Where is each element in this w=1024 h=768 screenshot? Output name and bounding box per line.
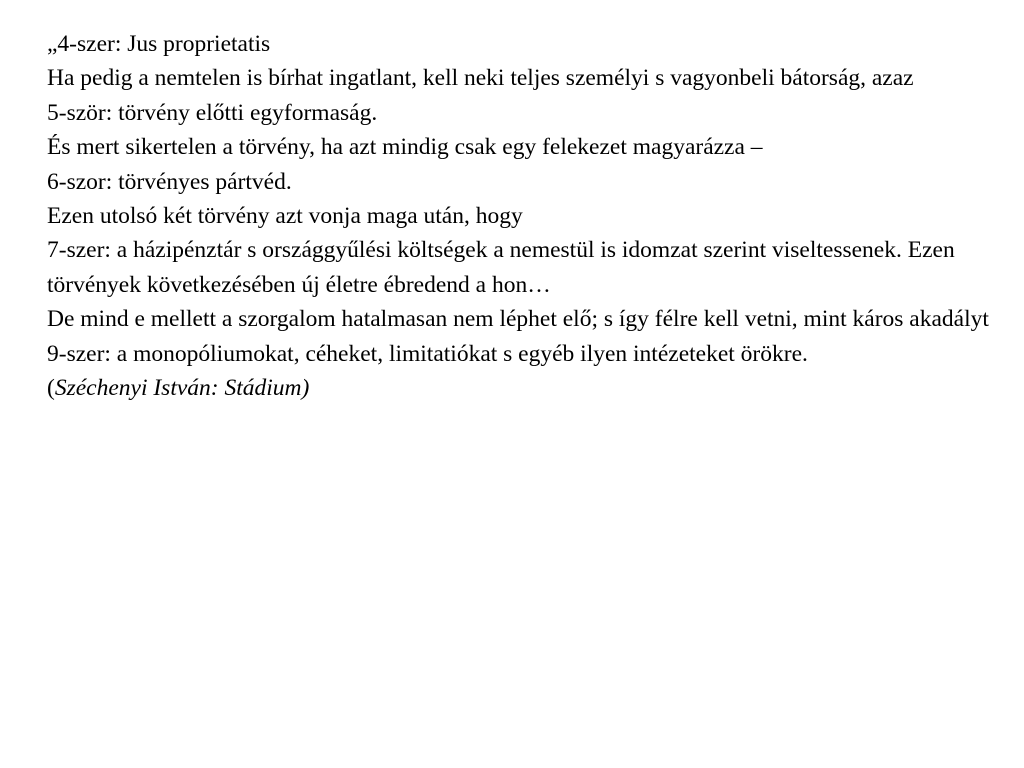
citation [47, 371, 1017, 405]
paragraph-7: 7-szer: a házipénztár s országgyűlési költségek a nemestül is idomzat szerint viseltessenek. Ezen törvények következésében új életre ébredend a hon… [47, 237, 955, 298]
paragraph-9: 9-szer: a monopóliumokat, céheket, limitatiókat s egyéb ilyen intézeteket örökre. [47, 340, 808, 367]
paragraph-3: 5-ször: törvény előtti egyformaság. [47, 99, 378, 126]
paragraph-6: Ezen utolsó két törvény azt vonja maga után, hogy [47, 203, 523, 230]
citation-open-paren: ( [47, 375, 55, 402]
citation-title: Széchenyi István: Stádium) [54, 375, 310, 402]
paragraph-4: És mert sikertelen a törvény, ha azt mindig csak egy felekezet magyarázza – [47, 134, 763, 161]
document-body [47, 27, 1017, 405]
paragraph-5: 6-szor: törvényes pártvéd. [47, 168, 292, 195]
paragraph-2: Ha pedig a nemtelen is bírhat ingatlant, kell neki teljes személyi s vagyonbeli bátorság, azaz [47, 65, 914, 92]
paragraph-8: De mind e mellett a szorgalom hatalmasan nem léphet elő; s így félre kell vetni, mint káros akadályt [47, 306, 989, 333]
paragraph-1: „4-szer: Jus proprietatis [47, 31, 271, 57]
